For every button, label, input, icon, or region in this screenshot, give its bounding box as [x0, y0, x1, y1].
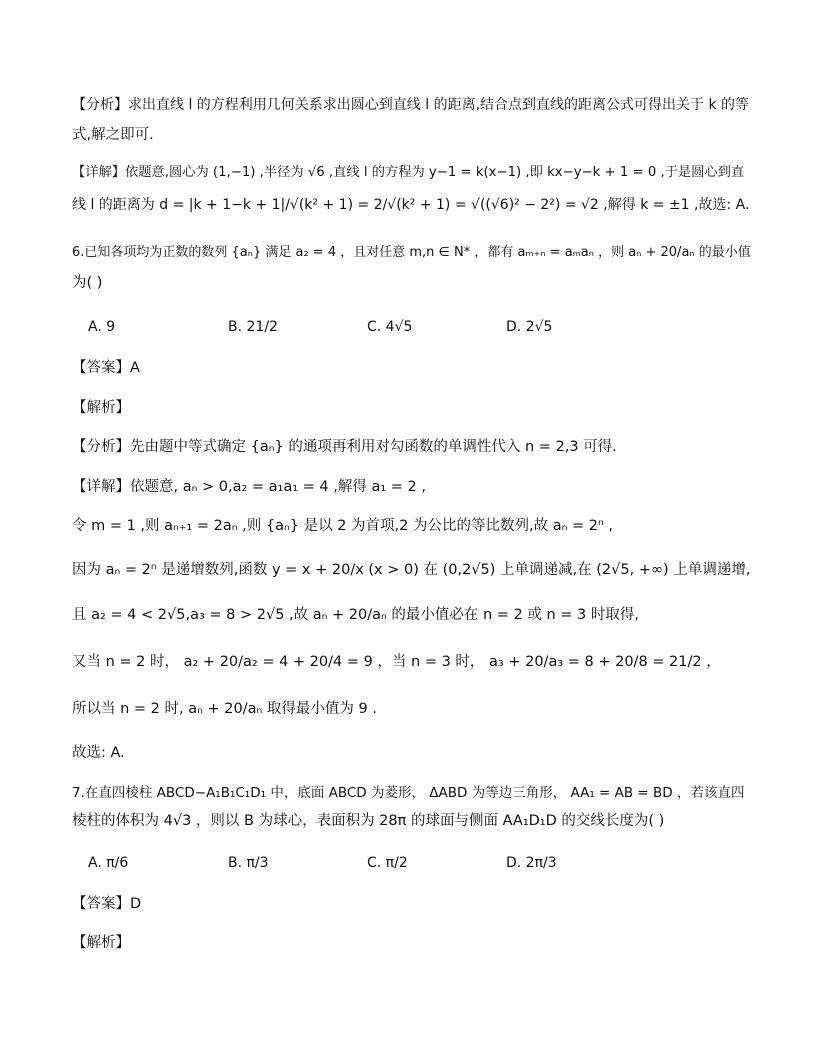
choice-6: 故选: A.	[72, 745, 125, 761]
q7-option-c: C. π/2	[367, 855, 408, 871]
solution-7-label: 【解析】	[72, 935, 130, 951]
q7-option-d: D. 2π/3	[506, 855, 557, 871]
detail-6-line-4: 且 a₂ = 4 < 2√5,a₃ = 8 > 2√5 ,故 aₙ + 20/aₙ 的最小值必在 n = 2 或 n = 3 时取得,	[72, 607, 639, 623]
detail-6-line-5: 又当 n = 2 时， a₂ + 20/a₂ = 4 + 20/4 = 9 ，当 n = 3 时， a₃ + 20/a₃ = 8 + 20/8 = 21/2 ，	[72, 654, 721, 670]
q7-option-a: A. π/6	[88, 855, 129, 871]
q6-option-c: C. 4√5	[367, 319, 413, 335]
q6-option-a: A. 9	[88, 319, 116, 335]
question-7-line-1: 7.在直四棱柱 ABCD−A₁B₁C₁D₁ 中，底面 ABCD 为菱形， ΔABD 为等边三角形， AA₁ = AB = BD ，若该直四	[72, 785, 745, 801]
question-6-line-2: 为( )	[72, 275, 103, 291]
detail-6-line-1: 【详解】依题意, aₙ > 0,a₂ = a₁a₁ = 4 ,解得 a₁ = 2 ,	[72, 479, 426, 495]
solution-6-label: 【解析】	[72, 400, 130, 416]
detail-5-line-1: 【详解】依题意,圆心为 (1,−1) ,半径为 √6 ,直线 l 的方程为 y−1 = k(x−1) ,即 kx−y−k + 1 = 0 ,于是圆心到直	[72, 165, 745, 180]
question-6-line-1: 6.已知各项均为正数的数列 {aₙ} 满足 a₂ = 4 ，且对任意 m,n ∈ N* ，都有 aₘ₊ₙ = aₘaₙ ，则 aₙ + 20/aₙ 的最小值	[72, 245, 751, 260]
analysis-6: 【分析】先由题中等式确定 {aₙ} 的通项再利用对勾函数的单调性代入 n = 2,3 可得.	[72, 439, 617, 455]
analysis-5-line-1: 【分析】求出直线 l 的方程利用几何关系求出圆心到直线 l 的距离,结合点到直线的距离公式可得出关于 k 的等	[72, 97, 750, 113]
answer-7: 【答案】D	[72, 896, 142, 912]
question-7-line-2: 棱柱的体积为 4√3 ，则以 B 为球心，表面积为 28π 的球面与侧面 AA₁D₁D 的交线长度为( )	[72, 813, 665, 829]
detail-5-line-2: 线 l 的距离为 d = |k + 1−k + 1|/√(k² + 1) = 2/√(k² + 1) = √((√6)² − 2²) = √2 ,解得 k = ±1 ,故选: A.	[72, 197, 750, 213]
detail-6-line-3: 因为 aₙ = 2ⁿ 是递增数列,函数 y = x + 20/x (x > 0) 在 (0,2√5) 上单调递减,在 (2√5, +∞) 上单调递增,	[72, 562, 751, 578]
detail-6-line-2: 令 m = 1 ,则 aₙ₊₁ = 2aₙ ,则 {aₙ} 是以 2 为首项,2 为公比的等比数列,故 aₙ = 2ⁿ ,	[72, 518, 613, 534]
answer-6: 【答案】A	[72, 360, 140, 376]
q7-option-b: B. π/3	[228, 855, 269, 871]
detail-6-line-6: 所以当 n = 2 时, aₙ + 20/aₙ 取得最小值为 9 .	[72, 701, 377, 717]
analysis-5-line-2: 式,解之即可.	[72, 127, 154, 143]
q6-option-d: D. 2√5	[506, 319, 553, 335]
q6-option-b: B. 21/2	[228, 319, 278, 335]
